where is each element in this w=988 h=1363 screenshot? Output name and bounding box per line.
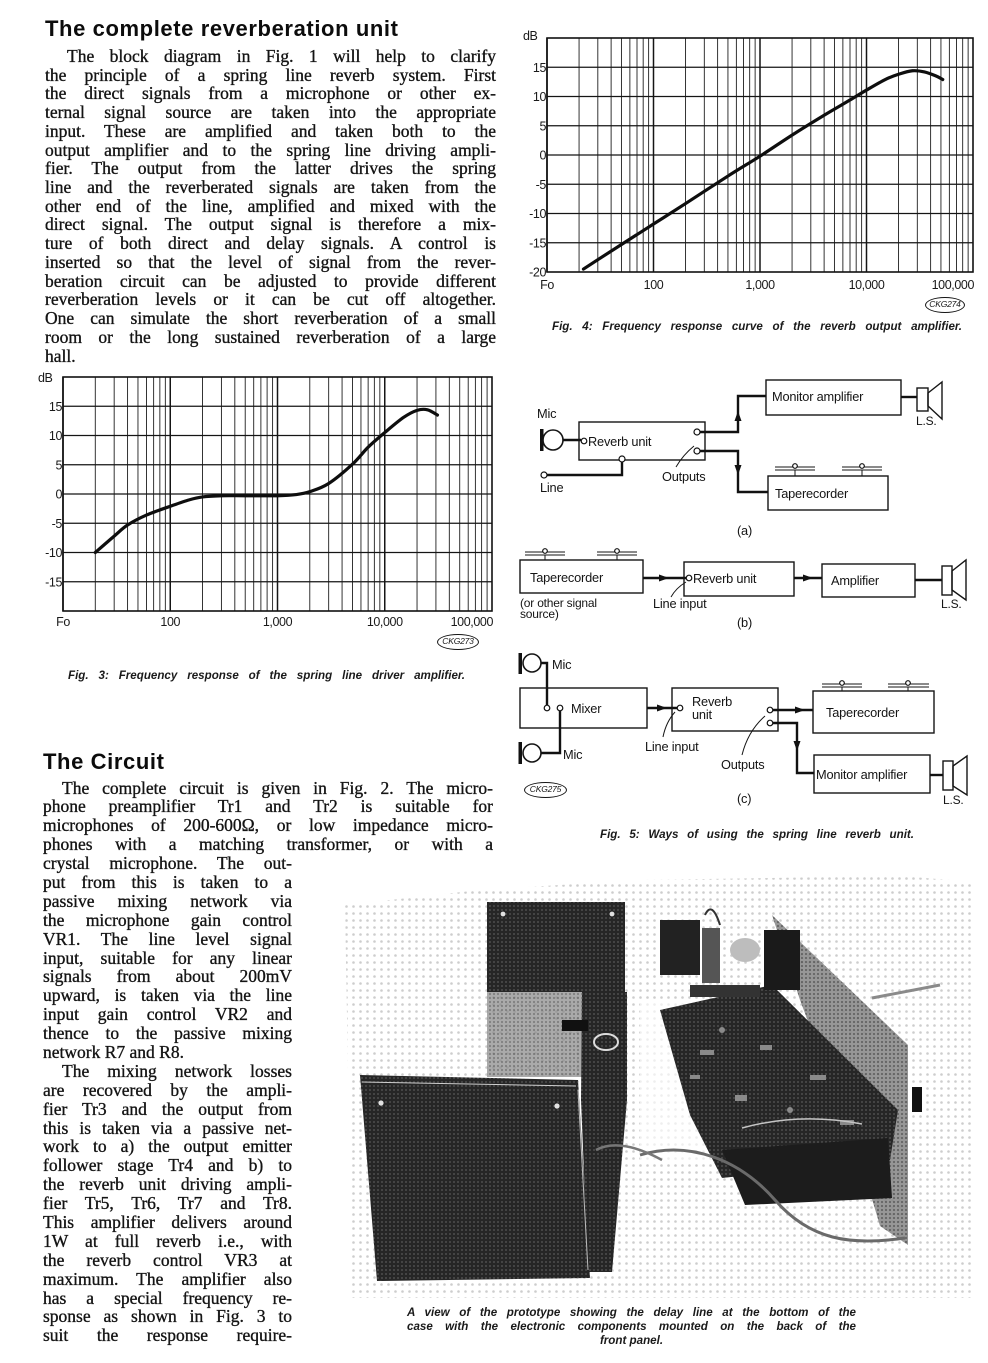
section-title: The Circuit [43,749,165,774]
text-line: follower stage Tr4 and b) to [43,1155,292,1176]
text-line: put from this is taken to a [43,871,292,892]
amplifier-label: Amplifier [831,573,879,588]
x-tick-label: Fo [56,615,70,629]
taperecorder-label: Taperecorder [775,486,849,501]
mixer-label: Mixer [571,701,602,716]
microphone-icon [519,742,542,764]
x-tick-label: 100 [160,615,181,629]
y-tick-label: -5 [51,516,62,531]
line-input-label: Line input [653,596,707,611]
text-line: One can simulate the short reverberation of a small [45,308,496,329]
y-tick-label: 15 [48,399,62,414]
screw-hole [554,1103,559,1108]
text-line: signals from about 200mV [43,966,292,987]
output-terminal [767,720,773,726]
x-tick-label: 10,000 [848,278,885,292]
diagram-c-label: (c) [737,791,752,806]
y-tick-label: -20 [529,265,546,280]
arrow-icon [659,575,669,582]
diagram-b-label: (b) [737,615,753,630]
fig5-caption: Fig. 5: Ways of using the spring line reverb unit. [600,828,914,841]
diagram-a-label: (a) [737,523,753,538]
signal-wire [700,396,766,432]
reverb-unit-label: Reverb [692,694,733,709]
speaker-label: L.S. [941,597,962,611]
pointer-line [676,446,694,467]
fig4-frequency-chart [515,25,985,300]
reverb-unit-label: unit [692,707,712,722]
text-line: this is taken via a passive net- [43,1117,292,1138]
tape-reel-icon [525,549,637,560]
y-tick-label: 10 [48,429,62,443]
text-line: sponse as shown in Fig. 3 to [43,1306,292,1327]
text-line: VR1. The line level signal [43,928,292,949]
reverb-unit-label: Reverb unit [588,434,652,449]
text-line: hall. [45,345,76,366]
section-title: The complete reverberation unit [45,16,399,41]
input-terminal [581,438,587,444]
control-knob [912,1087,922,1112]
photo-caption-line: front panel. [599,1334,664,1347]
y-tick-label: 5 [55,458,62,473]
line-source-terminal [541,472,547,478]
text-line: fier Tr3 and the output from [43,1098,292,1119]
screw-hole [610,912,615,917]
diagram-c [519,653,968,807]
taperecorder-label: Taperecorder [530,570,604,585]
source-note: (or other signal [520,596,597,610]
text-line: the direct signals from a microphone or other ex- [45,83,496,104]
y-axis-label: dB [523,29,538,43]
text-line: network R7 and R8. [43,1041,184,1062]
line-label: Line [540,480,564,495]
text-line: work to a) the output emitter [43,1136,292,1157]
input-terminal [677,705,683,711]
y-tick-label: -15 [529,236,546,251]
y-tick-label: 0 [55,487,62,502]
arrow-icon [735,411,742,421]
text-line: 1W at full reverb i.e., with [43,1230,292,1251]
text-line: fier Tr5, Tr6, Tr7 and Tr8. [43,1193,292,1214]
loudspeaker-icon [942,560,966,600]
outputs-label: Outputs [721,757,765,772]
x-tick-label: 100,000 [931,278,974,292]
text-line: input gain control VR2 and [43,1004,292,1025]
line-terminal [619,456,625,462]
tape-reel-icon [775,464,882,476]
photo-caption-line: case with the electronic components mounted on the back of the [407,1320,856,1333]
text-line: the reverb control VR3 at [43,1249,292,1270]
case-back-panel [487,902,625,992]
mixer-input-terminal [544,705,550,711]
y-tick-label: 5 [539,119,546,134]
text-line: room or the long sustained reverberation of a large [45,326,496,347]
reverb-unit-label: Reverb unit [693,571,757,586]
x-tick-label: 1,000 [262,615,293,629]
y-tick-label: -10 [529,207,546,221]
text-line: crystal microphone. The out- [43,853,292,874]
outputs-label: Outputs [662,469,706,484]
x-tick-label: 100 [643,278,664,292]
screw-hole [378,1100,383,1105]
arrow-icon [657,705,667,712]
text-line: input, suitable for any linear [43,947,292,968]
text-line: the principle of a spring line reverb system. First [45,64,496,85]
x-tick-label: 10,000 [366,615,403,629]
fig5-block-diagrams [510,365,988,825]
microphone-icon [540,429,563,451]
y-tick-label: 10 [532,90,546,104]
text-line: direct signal. The output signal is therefore a mix- [45,214,496,235]
figure-code-badge: CKG274 [925,297,965,313]
fig3-frequency-chart [30,365,500,630]
taperecorder-label: Taperecorder [826,705,900,720]
photo-caption-line: A view of the prototype showing the delay line at the bottom of the [407,1306,856,1319]
text-line: The block diagram in Fig. 1 will help to clarify [67,46,496,66]
text-line: the microphone gain control [43,909,292,930]
connector [562,1020,588,1031]
text-line: phones with a matching transformer, or with a [43,834,493,855]
arrow-icon [794,741,801,751]
input-terminal [686,575,692,581]
x-tick-label: 100,000 [450,615,493,629]
text-line: line and the reverberated signals are taken from the [45,177,496,198]
microphone-icon [519,653,542,674]
arrow-icon [795,707,805,714]
text-line: beration circuit can be adjusted to provide different [45,270,496,291]
output-terminal [767,707,773,713]
prototype-photo [335,870,980,1305]
speaker-label: L.S. [943,793,964,807]
text-line: has a special frequency re- [43,1287,292,1308]
text-line: the reverb unit driving ampli- [43,1174,292,1195]
y-tick-label: 0 [539,148,546,163]
speaker-label: L.S. [916,414,937,428]
chart-grid [63,377,492,611]
signal-wire [541,663,547,706]
arrow-icon [735,465,742,475]
arrow-icon [803,575,813,582]
text-line: microphones of 200-600Ω, or low impedance micro- [43,815,493,836]
diagram-b [520,549,966,630]
intro-paragraph [45,47,496,365]
signal-wire [700,451,768,492]
text-line: other end of the line, amplified and mixed with the [45,195,496,216]
y-tick-label: -5 [535,177,546,192]
text-line: inserted so that the level of signal from the rever- [45,251,496,272]
line-input-label: Line input [645,739,699,754]
x-tick-label: 1,000 [745,278,775,292]
figure-code-badge: CKG273 [437,634,479,650]
pointer-line [663,712,675,737]
diagram-a [537,380,942,538]
fig3-caption: Fig. 3: Frequency response of the spring line driver amplifier. [68,669,465,682]
mic-label: Mic [563,747,583,762]
text-line: The mixing network losses [62,1060,292,1081]
y-tick-label: -15 [45,575,62,590]
text-line: suit the response require- [43,1325,292,1346]
text-line: maximum. The amplifier also [43,1268,292,1289]
mic-label: Mic [552,657,572,672]
mic-label: Mic [537,406,557,421]
text-line: ternal signal source are taken into the appropriate [45,102,496,123]
text-line: passive mixing network via [43,890,292,911]
text-line: phone preamplifier Tr1 and Tr2 is suitable for [43,796,493,817]
text-line: The complete circuit is given in Fig. 2. The micro- [62,777,493,798]
signal-wire [541,711,560,753]
signal-wire [773,723,814,773]
pointer-line [742,716,765,755]
text-line: upward, is taken via the line [43,985,292,1006]
y-tick-label: 15 [532,60,546,75]
output-terminal [694,429,700,435]
fig4-caption: Fig. 4: Frequency response curve of the reverb output amplifier. [552,320,962,333]
y-tick-label: -10 [45,546,62,560]
monitor-amplifier-label: Monitor amplifier [772,389,864,404]
mixer-input-terminal [557,705,563,711]
text-line: This amplifier delivers around [43,1211,292,1232]
line-input-wire [547,461,622,475]
loudspeaker-icon [943,756,967,795]
text-line: output amplifier and to the spring line driving ampli- [45,139,496,160]
source-note: source) [520,607,559,621]
monitor-amplifier-label: Monitor amplifier [816,767,908,782]
case-back-panel-lower [487,992,582,1077]
y-axis-label: dB [38,371,53,385]
text-line: ture of both direct and delay signals. A control is [45,233,496,254]
output-terminal [694,448,700,454]
text-line: input. These are amplified and taken both to the [45,120,496,141]
text-line: are recovered by the ampli- [43,1079,292,1100]
x-tick-label: Fo [540,278,554,292]
screw-hole [501,912,506,917]
tape-reel-icon [822,681,929,691]
figure-code-badge: CKG275 [524,782,567,798]
text-line: thence to the passive mixing [43,1023,292,1044]
text-line: fier. The output from the latter drives the spring [45,158,496,179]
text-line: reverberation levels or it can be cut off altogether. [45,289,496,310]
